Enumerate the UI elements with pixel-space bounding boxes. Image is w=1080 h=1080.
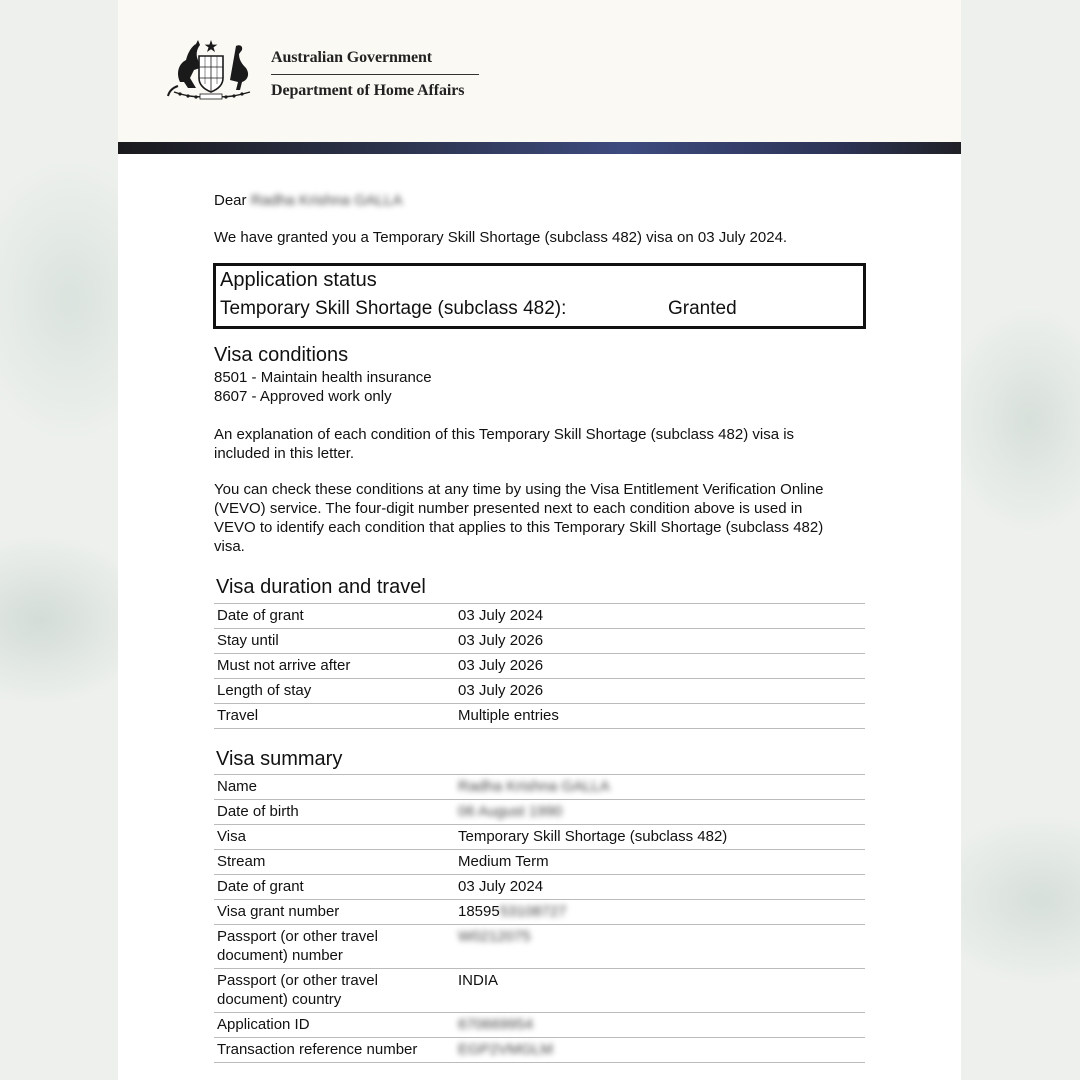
table-row	[214, 604, 865, 629]
blurred-value: 53108727	[499, 903, 567, 920]
salutation-word: Dear	[214, 192, 247, 209]
row-label: Travel	[214, 704, 455, 729]
table-row	[214, 1038, 865, 1063]
row-label: Must not arrive after	[214, 654, 455, 679]
row-label: Visa	[214, 825, 455, 850]
row-value	[455, 800, 865, 825]
table-row	[214, 654, 865, 679]
blurred-value: 06 August 1990	[458, 803, 563, 820]
label-line: document) number	[217, 947, 343, 964]
table-row	[214, 775, 865, 800]
label-line: Passport (or other travel	[217, 972, 378, 989]
status-title: Application status	[220, 269, 377, 291]
header-gradient-bar	[118, 142, 961, 154]
row-label: Date of grant	[214, 875, 455, 900]
visa-conditions-title: Visa conditions	[214, 344, 349, 366]
visa-summary-title: Visa summary	[216, 748, 343, 770]
visa-duration-table	[214, 603, 865, 729]
row-label: Stream	[214, 850, 455, 875]
status-value: Granted	[668, 298, 737, 319]
row-label: Date of birth	[214, 800, 455, 825]
row-label	[214, 969, 455, 1013]
condition-item: 8607 - Approved work only	[214, 388, 392, 405]
visa-duration-title: Visa duration and travel	[216, 576, 426, 598]
conditions-explanation-line: An explanation of each condition of this Temporary Skill Shortage (subclass 482) visa is	[214, 426, 795, 443]
header-divider	[271, 74, 479, 75]
status-label: Temporary Skill Shortage (subclass 482):	[220, 298, 567, 319]
table-row	[214, 629, 865, 654]
vevo-paragraph-line: VEVO to identify each condition that applies to this Temporary Skill Shortage (subclass 482)	[214, 519, 824, 536]
row-value	[455, 900, 865, 925]
row-value: Temporary Skill Shortage (subclass 482)	[455, 825, 865, 850]
government-name: Australian Government	[271, 49, 433, 66]
visa-grant-letter	[118, 0, 961, 1080]
row-value: 03 July 2026	[455, 679, 865, 704]
table-row	[214, 800, 865, 825]
row-value: 03 July 2026	[455, 629, 865, 654]
visa-summary-table	[214, 774, 865, 1063]
row-value	[455, 1038, 865, 1063]
row-value: Multiple entries	[455, 704, 865, 729]
recipient-name-blurred: Radha Krishna GALLA	[250, 192, 403, 209]
table-row	[214, 875, 865, 900]
table-row	[214, 1013, 865, 1038]
row-label: Name	[214, 775, 455, 800]
row-label	[214, 925, 455, 969]
row-label: Stay until	[214, 629, 455, 654]
vevo-paragraph-line: You can check these conditions at any time by using the Visa Entitlement Verification Online	[214, 481, 824, 498]
vevo-paragraph-line: visa.	[214, 538, 245, 555]
coat-of-arms-icon	[166, 34, 256, 102]
label-line: document) country	[217, 991, 342, 1008]
row-value	[455, 775, 865, 800]
table-row	[214, 900, 865, 925]
table-row	[214, 925, 865, 969]
row-value: 03 July 2026	[455, 654, 865, 679]
blurred-value: 670669954	[458, 1016, 534, 1033]
row-label: Transaction reference number	[214, 1038, 455, 1063]
label-line: Passport (or other travel	[217, 928, 378, 945]
table-row	[214, 679, 865, 704]
row-label: Length of stay	[214, 679, 455, 704]
conditions-explanation-line: included in this letter.	[214, 445, 355, 462]
row-value: 03 July 2024	[455, 875, 865, 900]
salutation	[214, 191, 402, 210]
row-label: Date of grant	[214, 604, 455, 629]
row-label: Visa grant number	[214, 900, 455, 925]
blurred-value: EGP2VMGLM	[458, 1041, 554, 1058]
vevo-paragraph-line: (VEVO) service. The four-digit number presented next to each condition above is used in	[214, 500, 803, 517]
row-value	[455, 925, 865, 969]
table-row	[214, 825, 865, 850]
table-row	[214, 704, 865, 729]
table-row	[214, 850, 865, 875]
application-status-box	[213, 263, 866, 329]
blurred-value: W0212075	[458, 928, 531, 945]
row-value: Medium Term	[455, 850, 865, 875]
table-row	[214, 969, 865, 1013]
department-name: Department of Home Affairs	[271, 82, 465, 99]
blurred-value: Radha Krishna GALLA	[458, 778, 610, 795]
row-value	[455, 1013, 865, 1038]
row-value: 03 July 2024	[455, 604, 865, 629]
letterhead	[118, 0, 961, 142]
row-value: INDIA	[455, 969, 865, 1013]
visible-value: 18595	[458, 903, 500, 920]
grant-intro: We have granted you a Temporary Skill Shortage (subclass 482) visa on 03 July 2024.	[214, 229, 788, 246]
row-label: Application ID	[214, 1013, 455, 1038]
condition-item: 8501 - Maintain health insurance	[214, 369, 432, 386]
